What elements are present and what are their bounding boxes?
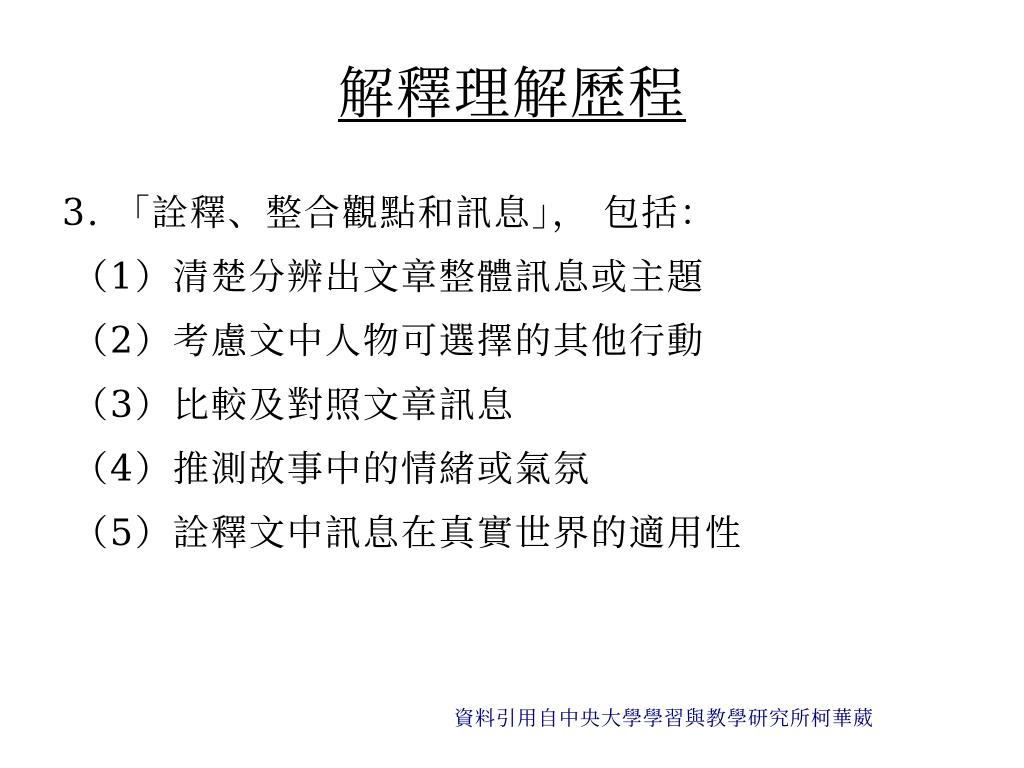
list-item: （2）考慮文中人物可選擇的其他行動 <box>72 321 705 362</box>
source-credit: 資料引用自中央大學學習與教學研究所柯華葳 <box>454 706 874 730</box>
list-item: （5）詮釋文中訊息在真實世界的適用性 <box>72 513 743 554</box>
list-item: （4）推測故事中的情緒或氣氛 <box>72 449 591 490</box>
slide-title-text: 解釋理解歷程 <box>338 62 686 127</box>
heading-line: 3. 「詮釋、整合觀點和訊息」， 包括： <box>62 193 718 234</box>
list-item: （1）清楚分辨出文章整體訊息或主題 <box>72 257 705 298</box>
slide-body <box>62 182 962 566</box>
slide-title <box>0 62 1024 128</box>
list-item: （3）比較及對照文章訊息 <box>72 385 515 426</box>
